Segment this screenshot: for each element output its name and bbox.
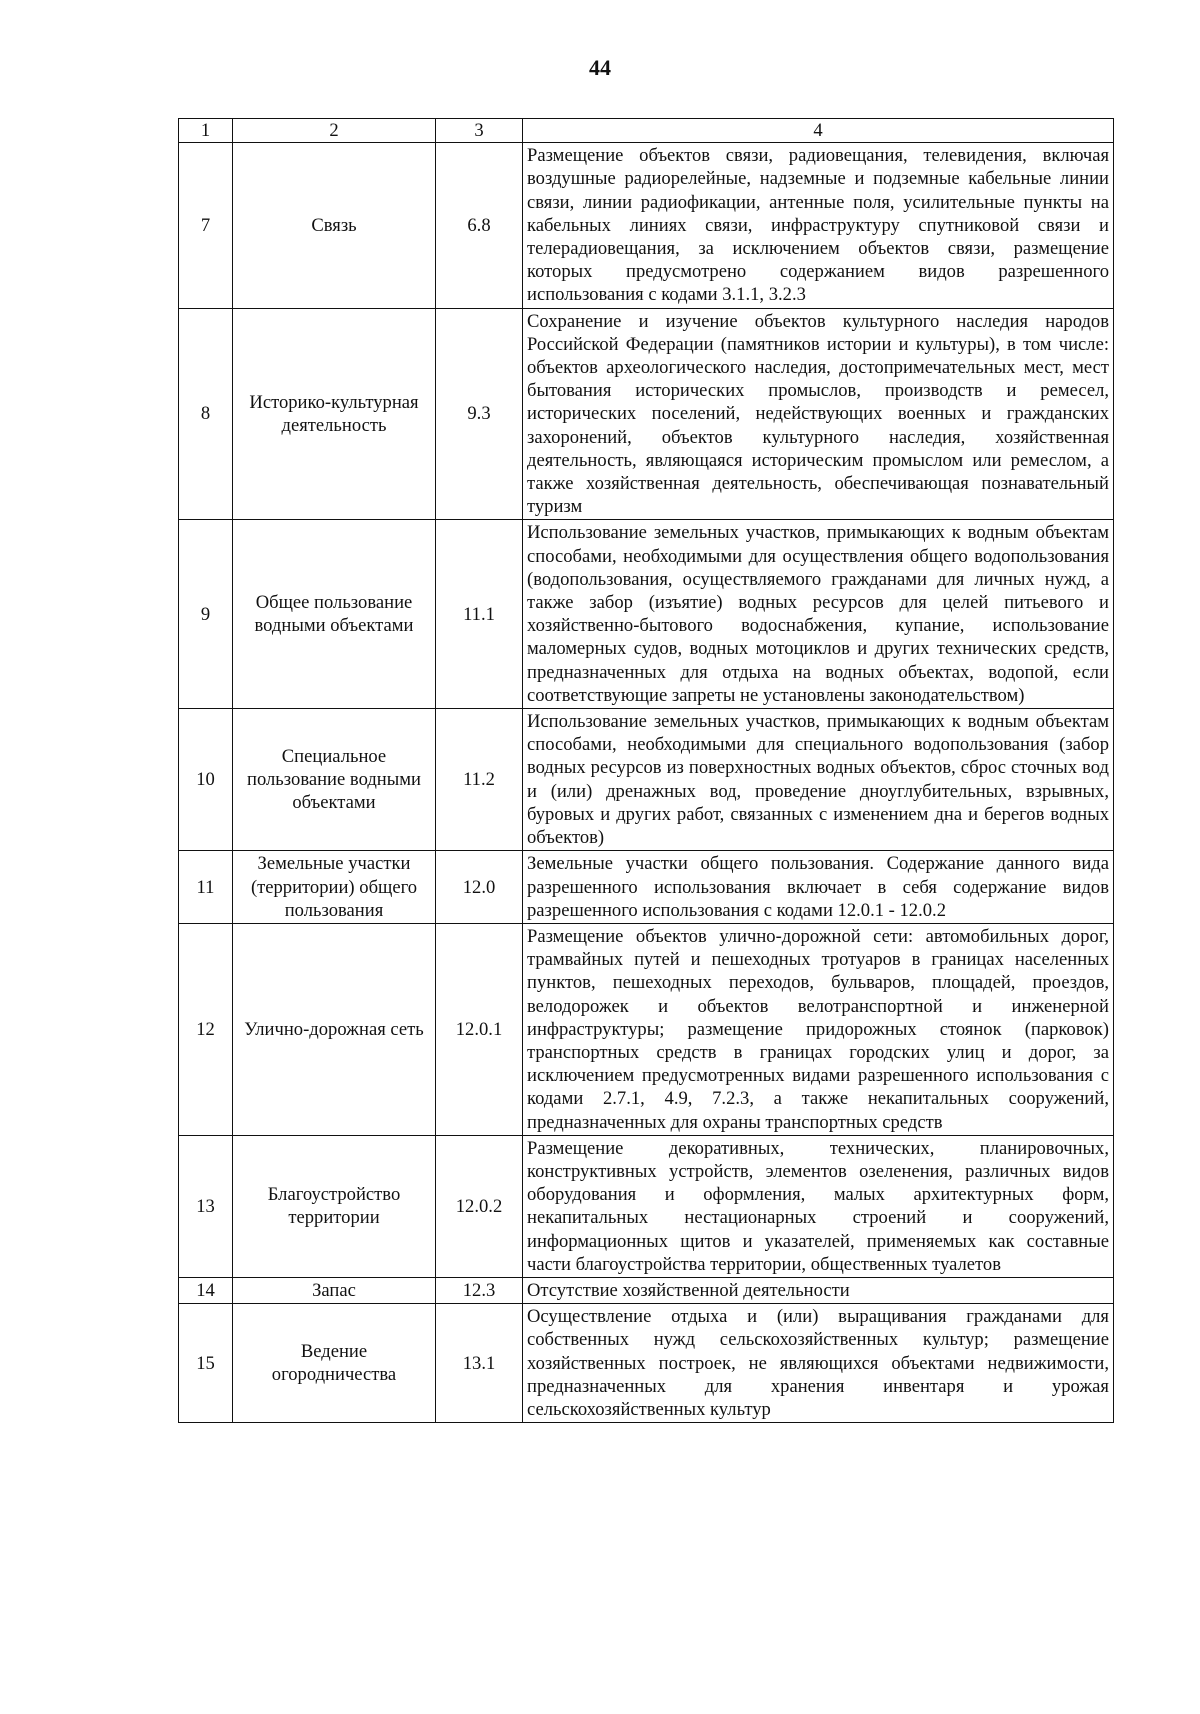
land-use-code: 11.1 xyxy=(436,520,523,709)
row-number: 12 xyxy=(179,923,233,1135)
table-row xyxy=(179,923,1114,1135)
row-number: 11 xyxy=(179,851,233,924)
land-use-description: Сохранение и изучение объектов культурного наследия народов Российской Федерации (памятников истории и культуры), в том числе: объектов археологического наследия, достопримечательных мест, мест бытования исторических промыслов, производств и ремесел, исторических поселений, недействующих военных и гражданских захоронений, объектов культурного наследия, хозяйственная деятельность, являющаяся историческим промыслом или ремеслом, а также хозяйственная деятельность, обеспечивающая познавательный туризм xyxy=(523,308,1114,520)
land-use-description: Осуществление отдыха и (или) выращивания гражданами для собственных нужд сельскохозяйственных культур; размещение хозяйственных построек, не являющихся объектами недвижимости, предназначенных для хранения инвентаря и урожая сельскохозяйственных культур xyxy=(523,1304,1114,1423)
land-use-code: 12.0.2 xyxy=(436,1135,523,1277)
land-use-code: 6.8 xyxy=(436,143,523,308)
table-row xyxy=(179,308,1114,520)
land-use-description: Отсутствие хозяйственной деятельности xyxy=(523,1277,1114,1303)
header-cell: 3 xyxy=(436,119,523,143)
row-number: 7 xyxy=(179,143,233,308)
land-use-description: Размещение объектов связи, радиовещания, телевидения, включая воздушные радиорелейные, надземные и подземные кабельные линии связи, линии радиофикации, антенные поля, усилительные пункты на кабельных линиях связи, инфраструктуру спутниковой связи и телерадиовещания, за исключением объектов связи, размещение которых предусмотрено содержанием видов разрешенного использования с кодами 3.1.1, 3.2.3 xyxy=(523,143,1114,308)
land-use-name: Улично-дорожная сеть xyxy=(233,923,436,1135)
land-use-code: 11.2 xyxy=(436,709,523,851)
row-number: 8 xyxy=(179,308,233,520)
row-number: 13 xyxy=(179,1135,233,1277)
header-cell: 1 xyxy=(179,119,233,143)
land-use-table xyxy=(178,118,1114,1423)
land-use-name: Запас xyxy=(233,1277,436,1303)
row-number: 14 xyxy=(179,1277,233,1303)
land-use-name: Историко-культурная деятельность xyxy=(233,308,436,520)
table-row xyxy=(179,520,1114,709)
table-row xyxy=(179,851,1114,924)
land-use-name: Связь xyxy=(233,143,436,308)
land-use-name: Специальное пользование водными объектами xyxy=(233,709,436,851)
land-use-code: 12.0.1 xyxy=(436,923,523,1135)
land-use-description: Использование земельных участков, примыкающих к водным объектам способами, необходимыми для осуществления общего водопользования (водопользования, осуществляемого гражданами для личных нужд, а также забор (изъятие) водных ресурсов для целей питьевого и хозяйственно-бытового водоснабжения, купание, использование маломерных судов, водных мотоциклов и других технических средств, предназначенных для отдыха на водных объектах, водопой, если соответствующие запреты не установлены законодательством) xyxy=(523,520,1114,709)
table-header-row xyxy=(179,119,1114,143)
land-use-name: Благоустройство территории xyxy=(233,1135,436,1277)
row-number: 10 xyxy=(179,709,233,851)
table-row xyxy=(179,143,1114,308)
table-row xyxy=(179,1277,1114,1303)
page-number: 44 xyxy=(589,55,611,80)
land-use-description: Размещение объектов улично-дорожной сети: автомобильных дорог, трамвайных путей и пешеходных тротуаров в границах населенных пунктов, пешеходных переходов, бульваров, площадей, проездов, велодорожек и объектов велотранспортной и инженерной инфраструктуры; размещение придорожных стоянок (парковок) транспортных средств в границах городских улиц и дорог, за исключением предусмотренных видами разрешенного использования с кодами 2.7.1, 4.9, 7.2.3, а также некапитальных сооружений, предназначенных для охраны транспортных средств xyxy=(523,923,1114,1135)
land-use-description: Использование земельных участков, примыкающих к водным объектам способами, необходимыми для специального водопользования (забор водных ресурсов из поверхностных водных объектов, сброс сточных вод и (или) дренажных вод, проведение дноуглубительных, взрывных, буровых и других работ, связанных с изменением дна и берегов водных объектов) xyxy=(523,709,1114,851)
land-use-code: 12.0 xyxy=(436,851,523,924)
table-row xyxy=(179,1135,1114,1277)
land-use-name: Ведение огородничества xyxy=(233,1304,436,1423)
header-cell: 2 xyxy=(233,119,436,143)
table-row xyxy=(179,1304,1114,1423)
land-use-code: 12.3 xyxy=(436,1277,523,1303)
land-use-name: Общее пользование водными объектами xyxy=(233,520,436,709)
land-use-description: Земельные участки общего пользования. Содержание данного вида разрешенного использования включает в себя содержание видов разрешенного использования с кодами 12.0.1 - 12.0.2 xyxy=(523,851,1114,924)
header-cell: 4 xyxy=(523,119,1114,143)
land-use-description: Размещение декоративных, технических, планировочных, конструктивных устройств, элементов озеленения, различных видов оборудования и оформления, малых архитектурных форм, некапитальных нестационарных строений и сооружений, информационных щитов и указателей, применяемых как составные части благоустройства территории, общественных туалетов xyxy=(523,1135,1114,1277)
row-number: 9 xyxy=(179,520,233,709)
land-use-name: Земельные участки (территории) общего пользования xyxy=(233,851,436,924)
land-use-code: 13.1 xyxy=(436,1304,523,1423)
row-number: 15 xyxy=(179,1304,233,1423)
table-row xyxy=(179,709,1114,851)
land-use-code: 9.3 xyxy=(436,308,523,520)
